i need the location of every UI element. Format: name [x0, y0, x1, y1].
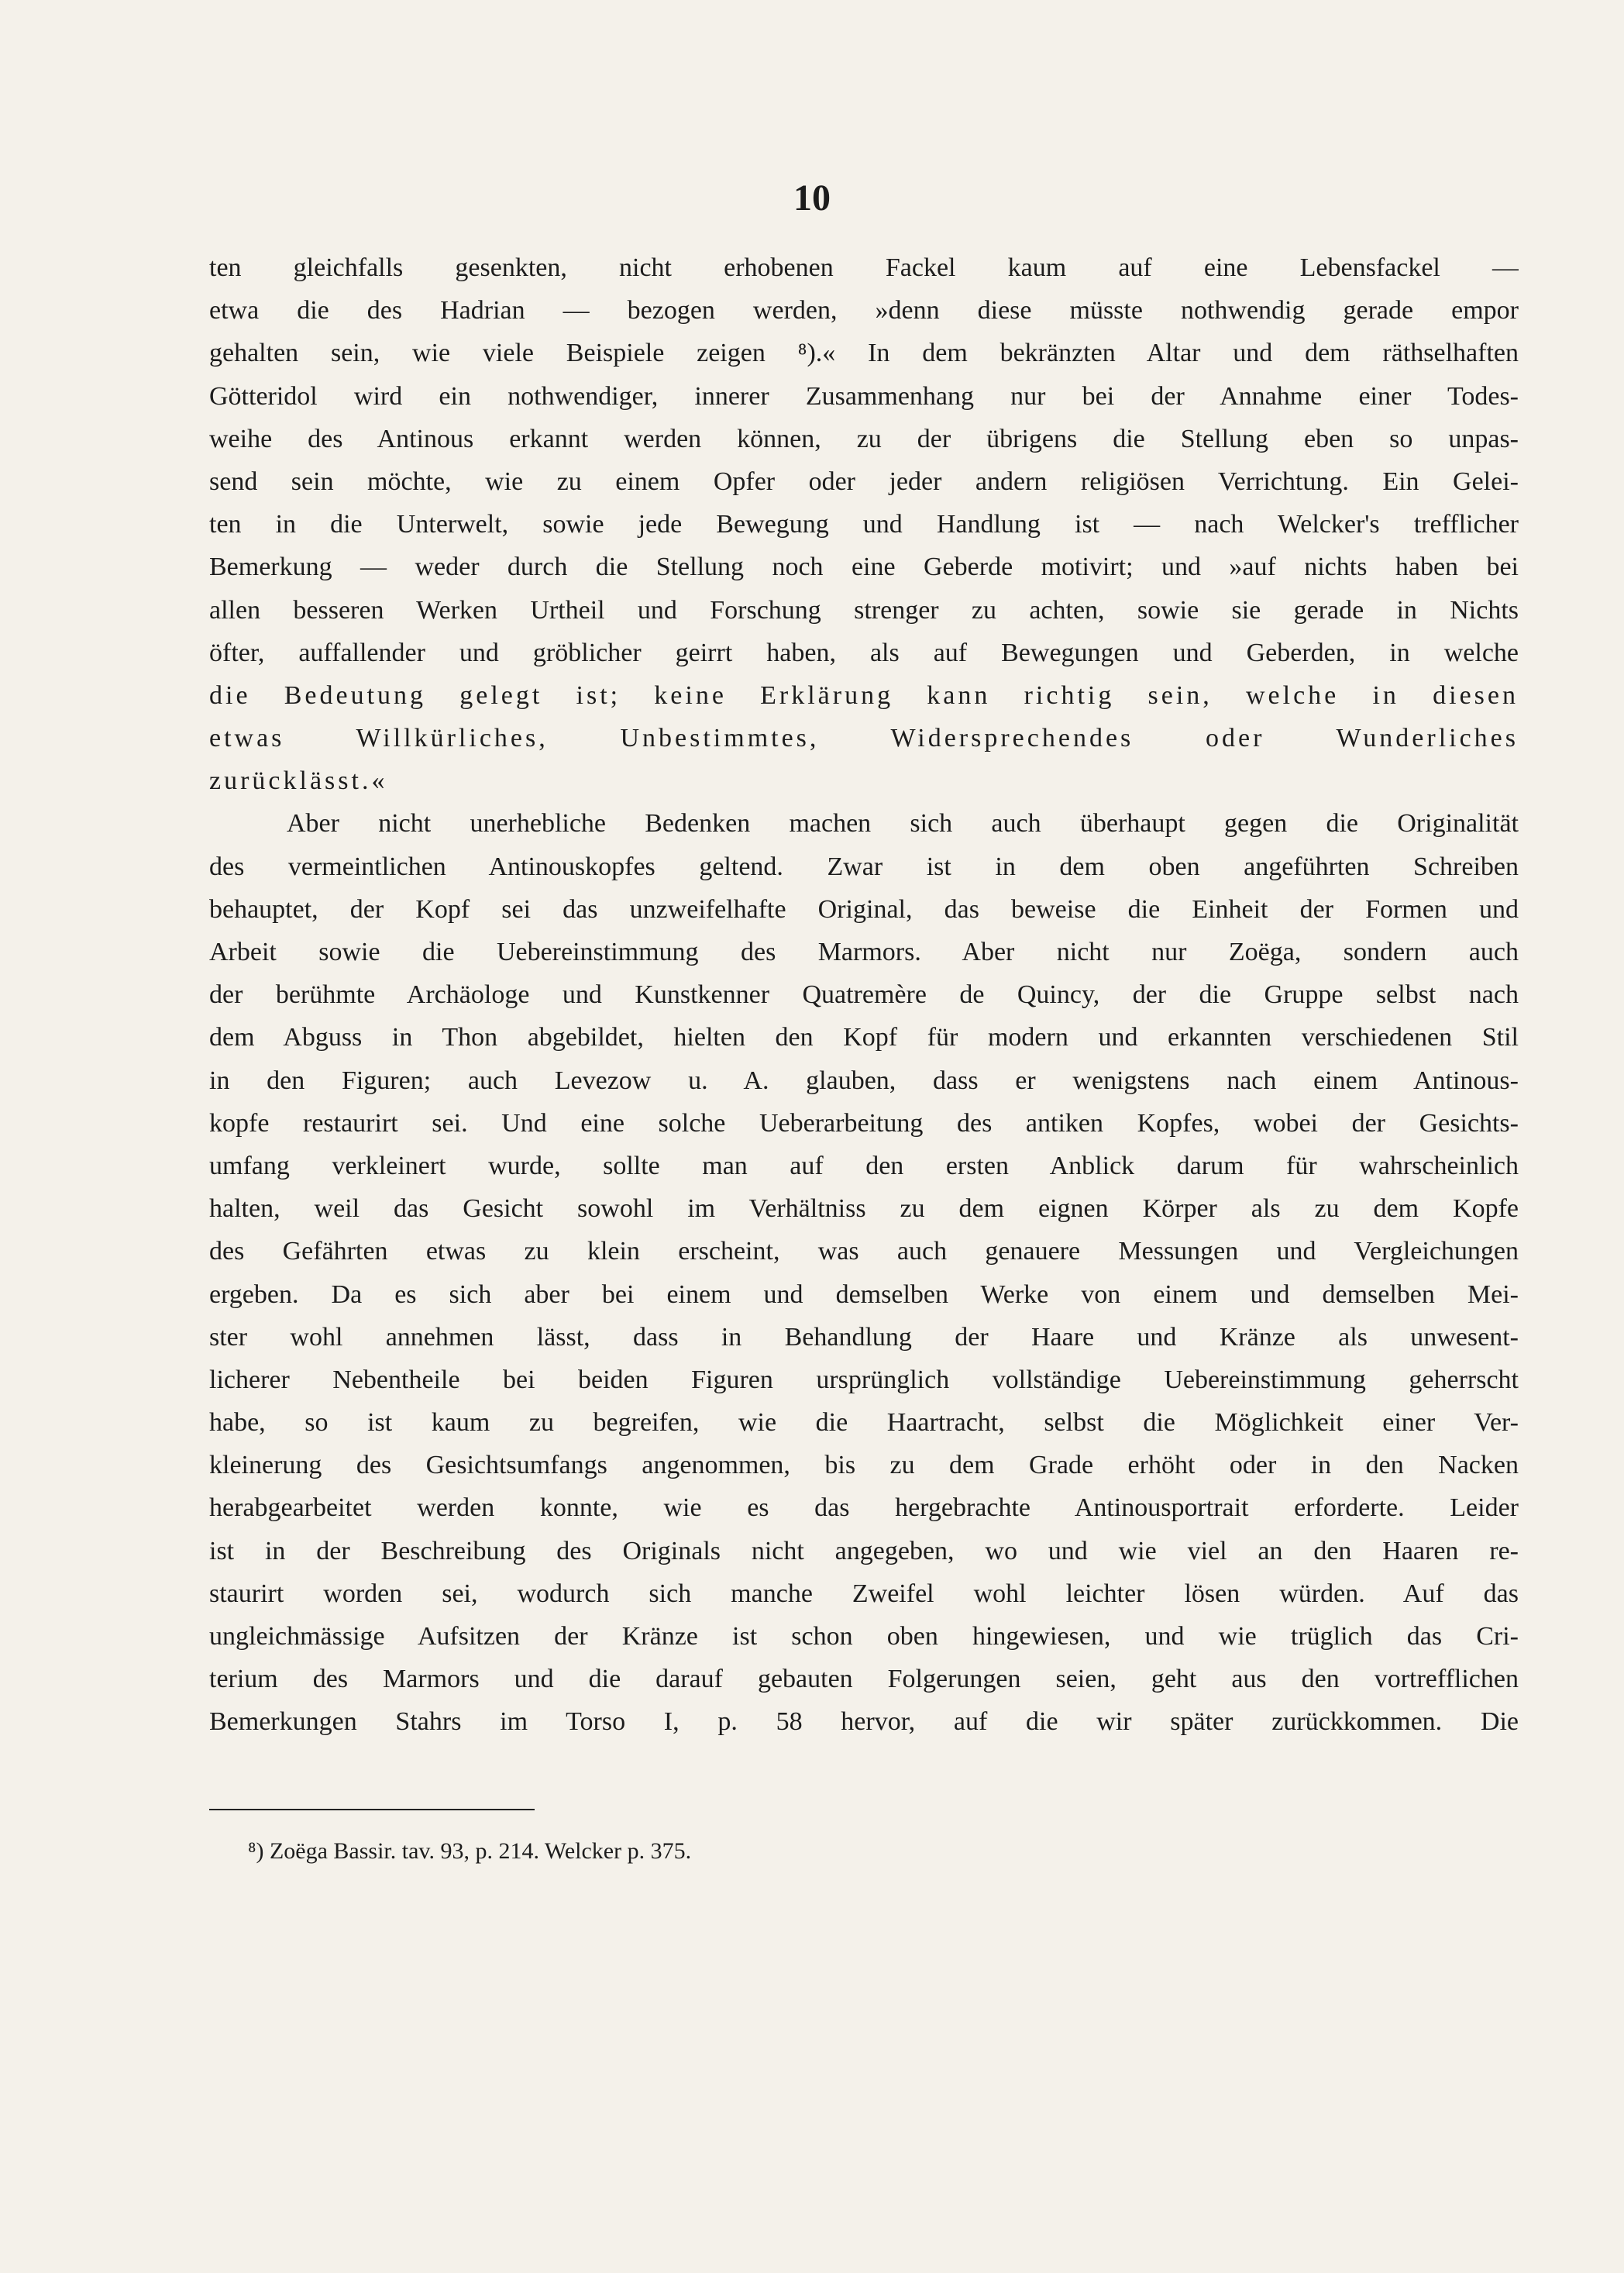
text-line: in den Figuren; auch Levezow u. A. glauben, dass er wenigstens nach einem Antinous- — [209, 1066, 1519, 1095]
text-line: habe, so ist kaum zu begreifen, wie die Haartracht, selbst die Möglichkeit einer Ver- — [209, 1408, 1519, 1438]
text-line: etwas Willkürliches, Unbestimmtes, Widersprechendes oder Wunderliches — [209, 724, 1519, 753]
text-line: etwa die des Hadrian — bezogen werden, »denn diese müsste nothwendig gerade empor — [209, 296, 1519, 325]
text-line: Arbeit sowie die Uebereinstimmung des Marmors. Aber nicht nur Zoëga, sondern auch — [209, 938, 1519, 966]
text-line: herabgearbeitet werden konnte, wie es das hergebrachte Antinousportrait erforderte. Leider — [209, 1493, 1519, 1523]
text-line: der berühmte Archäologe und Kunstkenner Quatremère de Quincy, der die Gruppe selbst nach — [209, 980, 1519, 1010]
text-line: zurücklässt.« — [209, 766, 388, 796]
text-line: öfter, auffallender und gröblicher geirrt haben, als auf Bewegungen und Geberden, in welche — [209, 638, 1519, 667]
text-line: dem Abguss in Thon abgebildet, hielten den Kopf für modern und erkannten verschiedenen Stil — [209, 1023, 1519, 1052]
text-line: send sein möchte, wie zu einem Opfer oder jeder andern religiösen Verrichtung. Ein Gelei- — [209, 467, 1519, 496]
text-line: umfang verkleinert wurde, sollte man auf den ersten Anblick darum für wahrscheinlich — [209, 1151, 1519, 1180]
text-line: ster wohl annehmen lässt, dass in Behandlung der Haare und Kränze als unwesent- — [209, 1322, 1519, 1352]
text-line: halten, weil das Gesicht sowohl im Verhältniss zu dem eignen Körper als zu dem Kopfe — [209, 1194, 1519, 1224]
footnote: ⁸) Zoëga Bassir. tav. 93, p. 214. Welcker p. 375. — [248, 1838, 692, 1864]
text-line: Bemerkung — weder durch die Stellung noch eine Geberde motivirt; und »auf nichts haben bei — [209, 553, 1519, 582]
text-line: staurirt worden sei, wodurch sich manche Zweifel wohl leichter lösen würden. Auf das — [209, 1579, 1519, 1608]
text-line: weihe des Antinous erkannt werden können, zu der übrigens die Stellung eben so unpas- — [209, 424, 1519, 453]
text-line: gehalten sein, wie viele Beispiele zeigen ⁸).« In dem bekränzten Altar und dem räthselhaften — [209, 339, 1519, 368]
text-line: terium des Marmors und die darauf gebauten Folgerungen seien, geht aus den vortrefflichen — [209, 1665, 1519, 1694]
text-line: kopfe restaurirt sei. Und eine solche Ueberarbeitung des antiken Kopfes, wobei der Gesichts- — [209, 1108, 1519, 1138]
text-line: Aber nicht unerhebliche Bedenken machen sich auch überhaupt gegen die Originalität — [287, 809, 1519, 839]
text-line: behauptet, der Kopf sei das unzweifelhafte Original, das beweise die Einheit der Formen und — [209, 894, 1519, 924]
footnote-divider — [209, 1809, 535, 1810]
text-line: ungleichmässige Aufsitzen der Kränze ist schon oben hingewiesen, und wie trüglich das Cri- — [209, 1622, 1519, 1651]
text-line: die Bedeutung gelegt ist; keine Erklärung kann richtig sein, welche in diesen — [209, 680, 1519, 710]
page-number: 10 — [793, 177, 831, 219]
text-line: des vermeintlichen Antinouskopfes geltend. Zwar ist in dem oben angeführten Schreiben — [209, 852, 1519, 881]
text-line: Götteridol wird ein nothwendiger, innerer Zusammenhang nur bei der Annahme einer Todes- — [209, 381, 1519, 411]
text-line: kleinerung des Gesichtsumfangs angenommen, bis zu dem Grade erhöht oder in den Nacken — [209, 1451, 1519, 1480]
text-line: Bemerkungen Stahrs im Torso I, p. 58 hervor, auf die wir später zurückkommen. Die — [209, 1707, 1519, 1737]
text-line: licherer Nebentheile bei beiden Figuren ursprünglich vollständige Uebereinstimmung geherrscht — [209, 1365, 1519, 1394]
text-line: allen besseren Werken Urtheil und Forschung strenger zu achten, sowie sie gerade in Nichts — [209, 595, 1519, 625]
text-line: ergeben. Da es sich aber bei einem und demselben Werke von einem und demselben Mei- — [209, 1279, 1519, 1309]
text-line: ist in der Beschreibung des Originals nicht angegeben, wo und wie viel an den Haaren re- — [209, 1536, 1519, 1565]
text-line: des Gefährten etwas zu klein erscheint, was auch genauere Messungen und Vergleichungen — [209, 1237, 1519, 1266]
body-text — [209, 246, 1519, 1744]
text-line: ten in die Unterwelt, sowie jede Bewegung und Handlung ist — nach Welcker's trefflicher — [209, 510, 1519, 539]
text-line: ten gleichfalls gesenkten, nicht erhobenen Fackel kaum auf eine Lebensfackel — — [209, 253, 1519, 282]
